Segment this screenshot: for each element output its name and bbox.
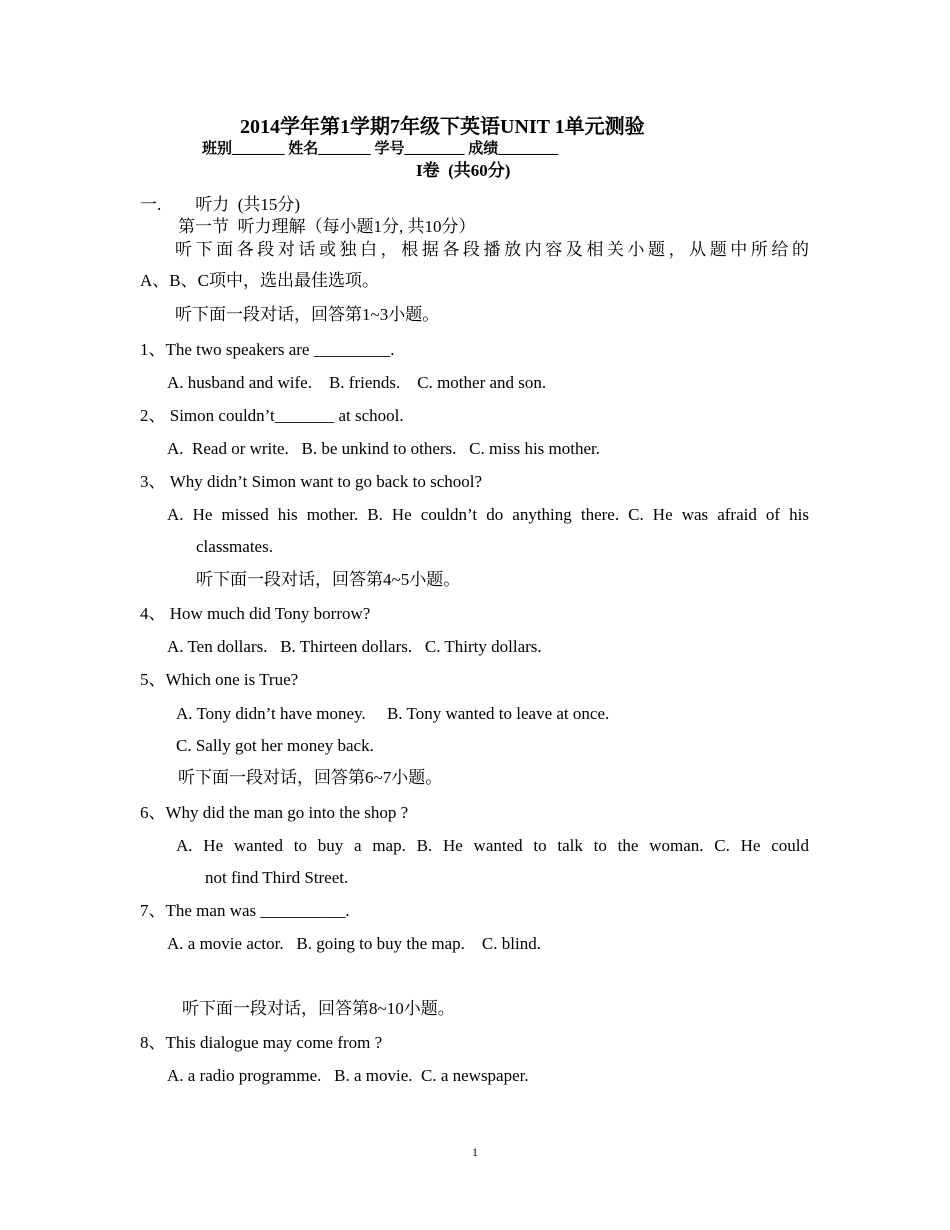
question-6: 6、Why did the man go into the shop ? (140, 803, 409, 822)
exam-title: 2014学年第1学期7年级下英语UNIT 1单元测验 (240, 116, 645, 138)
section-title: I卷 (共60分) (416, 161, 511, 180)
question-3: 3、 Why didn’t Simon want to go back to school? (140, 472, 483, 491)
question-6-options: A. He wanted to buy a map. B. He wanted to talk to the woman. C. He could (176, 836, 809, 855)
question-5: 5、Which one is True? (140, 670, 299, 689)
question-8-options: A. a radio programme. B. a movie. C. a newspaper. (167, 1066, 529, 1085)
question-7-options: A. a movie actor. B. going to buy the map. C. blind. (167, 934, 541, 953)
student-info-line: 班别_______ 姓名_______ 学号________ 成绩________ (202, 141, 559, 157)
instruction-line-2: A、B、C项中，选出最佳选项。 (140, 271, 379, 290)
dialogue-note: 听下面一段对话，回答第8~10小题。 (182, 999, 455, 1018)
question-2: 2、 Simon couldn’t_______ at school. (140, 406, 404, 425)
part-heading: 一. 听力 (共15分) (140, 195, 301, 214)
question-4: 4、 How much did Tony borrow? (140, 604, 371, 623)
question-5-options-continued: C. Sally got her money back. (176, 736, 374, 755)
question-5-options: A. Tony didn’t have money. B. Tony wanted to leave at once. (176, 704, 610, 723)
question-7: 7、The man was __________. (140, 901, 350, 920)
dialogue-note: 听下面一段对话，回答第4~5小题。 (196, 570, 461, 589)
question-8: 8、This dialogue may come from ? (140, 1033, 383, 1052)
question-3-options: A. He missed his mother. B. He couldn’t do anything there. C. He was afraid of his (167, 505, 809, 524)
dialogue-note: 听下面一段对话，回答第1~3小题。 (175, 305, 440, 324)
instruction-line-1: 听下面各段对话或独白，根据各段播放内容及相关小题，从题中所给的 (175, 240, 809, 259)
page-number: 1 (472, 1145, 478, 1159)
subsection-heading: 第一节 听力理解（每小题1分, 共10分） (178, 217, 476, 236)
question-1: 1、The two speakers are _________. (140, 340, 395, 359)
question-3-options-continued: classmates. (196, 537, 273, 556)
question-4-options: A. Ten dollars. B. Thirteen dollars. C. Thirty dollars. (167, 637, 542, 656)
question-6-options-continued: not find Third Street. (205, 868, 349, 887)
question-1-options: A. husband and wife. B. friends. C. mother and son. (167, 373, 547, 392)
dialogue-note: 听下面一段对话，回答第6~7小题。 (178, 768, 443, 787)
question-2-options: A. Read or write. B. be unkind to others. C. miss his mother. (167, 439, 600, 458)
